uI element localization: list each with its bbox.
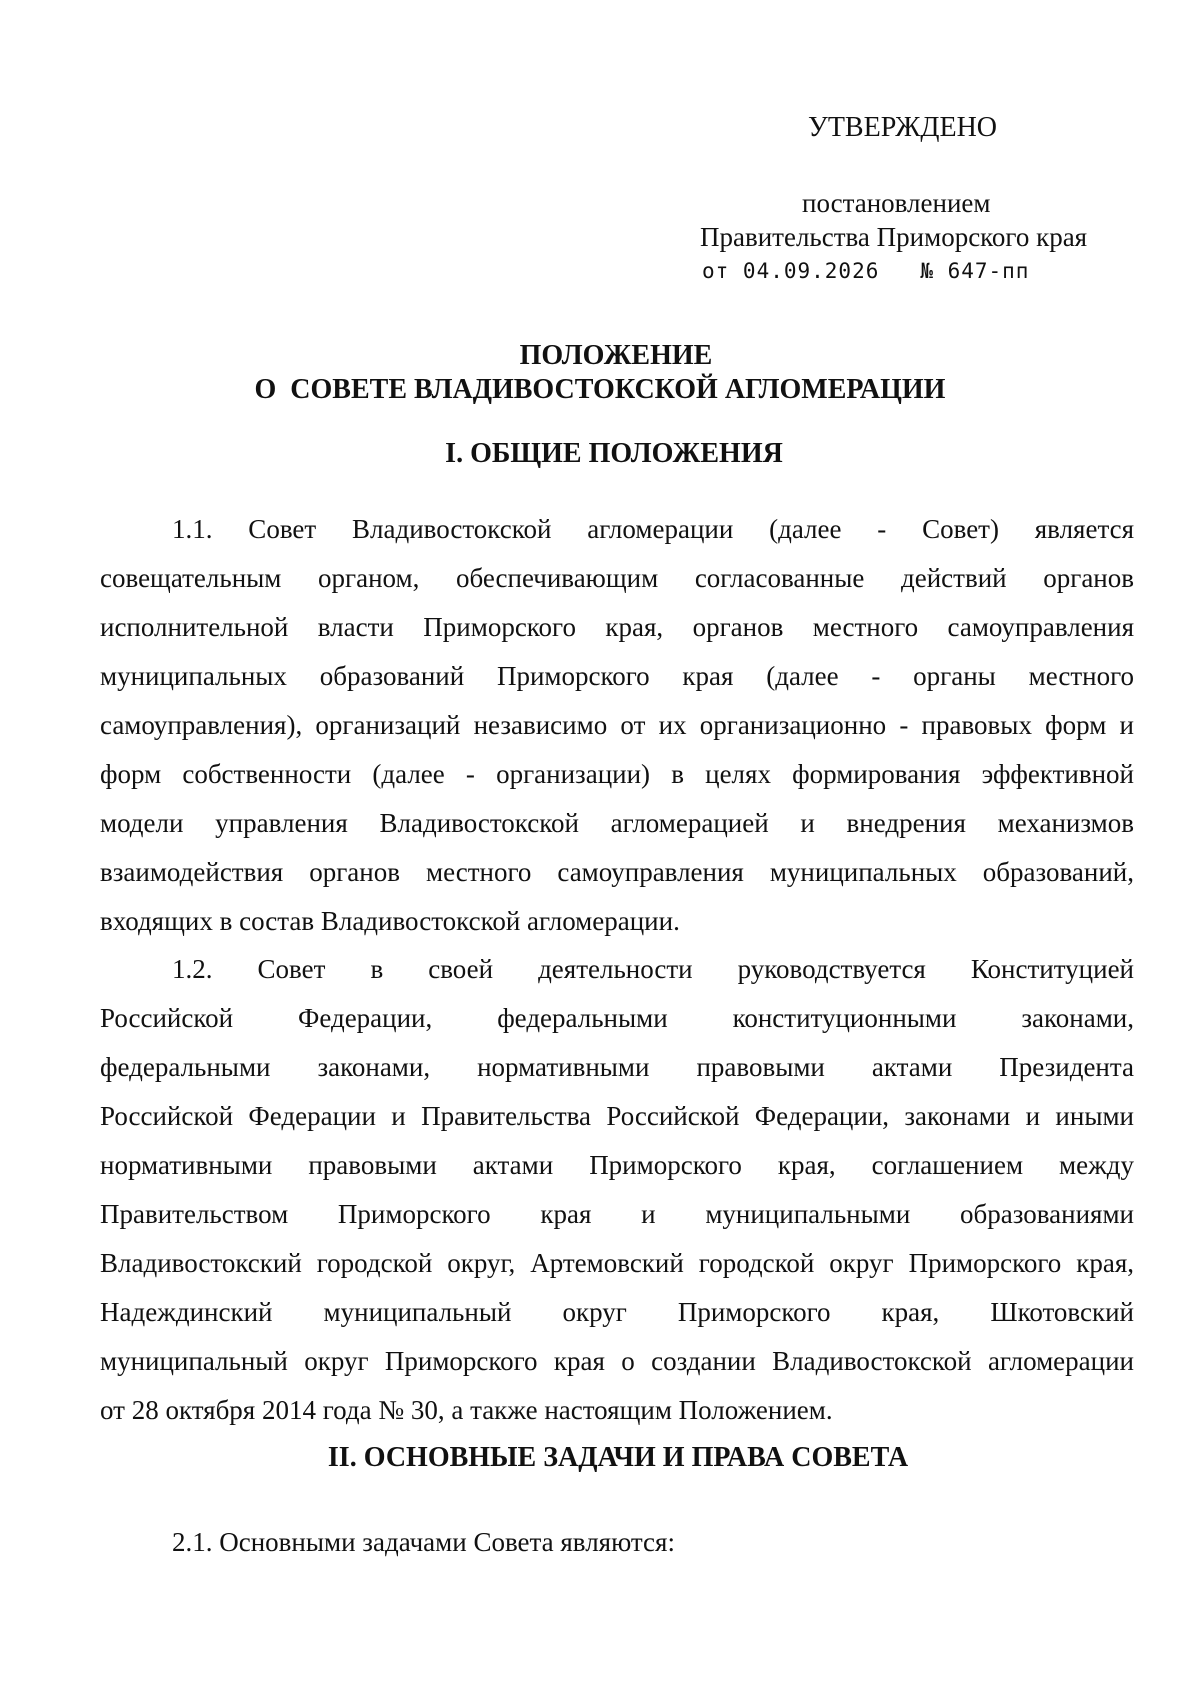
paragraph-line: Российской Федерации, федеральными конституционными законами,: [100, 1003, 1134, 1033]
paragraph-line: совещательным органом, обеспечивающим согласованные действий органов: [100, 563, 1134, 593]
paragraph-line: муниципальный округ Приморского края о создании Владивостокской агломерации: [100, 1346, 1134, 1376]
paragraph-line: Надеждинский муниципальный округ Приморского края, Шкотовский: [100, 1297, 1134, 1327]
paragraph-line: от 28 октября 2014 года № 30, а также настоящим Положением.: [100, 1395, 833, 1425]
paragraph-line: исполнительной власти Приморского края, органов местного самоуправления: [100, 612, 1134, 642]
paragraph-line: модели управления Владивостокской агломерацией и внедрения механизмов: [100, 808, 1134, 838]
paragraph-1-2: [100, 945, 1134, 1435]
decree-number: от 04.09.2026 № 647-пп: [702, 259, 1030, 283]
document-subtitle: О СОВЕТЕ ВЛАДИВОСТОКСКОЙ АГЛОМЕРАЦИИ: [254, 374, 946, 405]
paragraph-line: 1.1. Совет Владивостокской агломерации (далее - Совет) является: [172, 514, 1134, 544]
government-label: Правительства Приморского края: [700, 222, 1088, 252]
paragraph-line: форм собственности (далее - организации) в целях формирования эффективной: [100, 759, 1134, 789]
paragraph-line: федеральными законами, нормативными правовыми актами Президента: [100, 1052, 1134, 1082]
paragraph-line: 1.2. Совет в своей деятельности руководствуется Конституцией: [172, 954, 1134, 984]
paragraph-line: муниципальных образований Приморского края (далее - органы местного: [100, 661, 1134, 691]
approved-label: УТВЕРЖДЕНО: [808, 112, 998, 143]
paragraph-line: нормативными правовыми актами Приморского края, соглашением между: [100, 1150, 1134, 1180]
paragraph-line: Российской Федерации и Правительства Российской Федерации, законами и иными: [100, 1101, 1134, 1131]
document-title: ПОЛОЖЕНИЕ: [519, 340, 713, 371]
paragraph-2-1: 2.1. Основными задачами Совета являются:: [172, 1527, 675, 1557]
decree-label: постановлением: [802, 188, 991, 218]
section-heading-1: I. ОБЩИЕ ПОЛОЖЕНИЯ: [445, 438, 783, 469]
paragraph-line: входящих в состав Владивостокской агломерации.: [100, 906, 680, 936]
approval-stamp-block: [690, 108, 1130, 288]
paragraph-1-1: [100, 505, 1134, 946]
paragraph-line: самоуправления), организаций независимо от их организационно - правовых форм и: [100, 710, 1134, 740]
paragraph-line: взаимодействия органов местного самоуправления муниципальных образований,: [100, 857, 1134, 887]
paragraph-line: Владивостокский городской округ, Артемовский городской округ Приморского края,: [100, 1248, 1134, 1278]
paragraph-line: Правительством Приморского края и муниципальными образованиями: [100, 1199, 1134, 1229]
section-heading-2: II. ОСНОВНЫЕ ЗАДАЧИ И ПРАВА СОВЕТА: [327, 1442, 909, 1473]
